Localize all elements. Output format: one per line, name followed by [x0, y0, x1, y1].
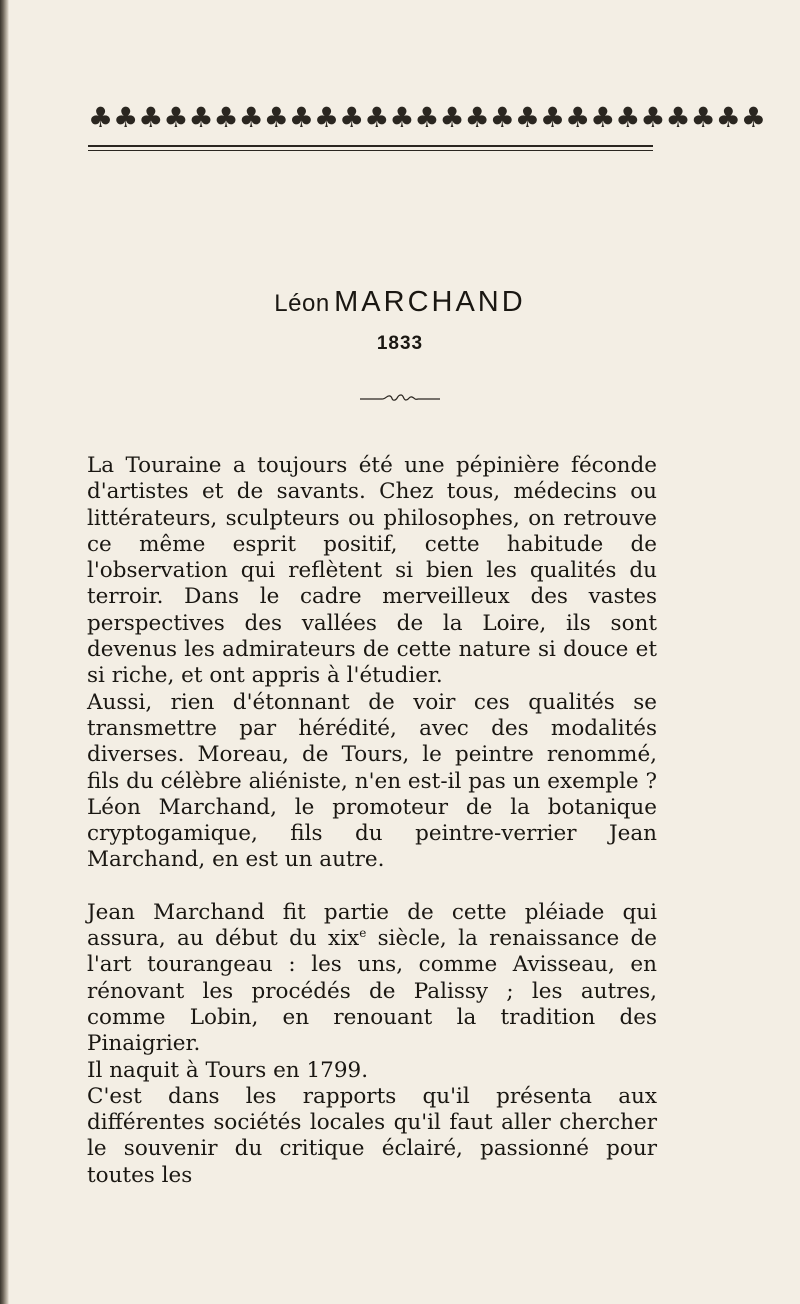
paragraph-3-end: siècle, la renaissance de l'art tourangeau : les uns, comme Avisseau, en rénovant les procédés de Palissy ; les autres, comme Lobin, en renouant la tradition des Pinaigrier.	[87, 926, 657, 1057]
clover-ornament-icon: ♣	[389, 101, 415, 134]
clover-ornament-icon: ♣	[565, 101, 591, 134]
paragraph-3-start: Jean Marchand fit partie de cette pléiade qui assura, au début du	[87, 899, 657, 952]
chapter-title	[0, 286, 800, 319]
clover-ornament-icon: ♣	[514, 101, 540, 134]
clover-ornament-icon: ♣	[339, 101, 365, 134]
clover-ornament-icon: ♣	[464, 101, 490, 134]
century-numeral: xix	[328, 926, 360, 952]
clover-ornament-icon: ♣	[590, 101, 616, 134]
body-text	[87, 453, 657, 1189]
book-spine-shadow	[0, 0, 9, 1304]
clover-ornament-icon: ♣	[740, 101, 766, 134]
clover-ornament-icon: ♣	[188, 101, 214, 134]
clover-ornament-icon: ♣	[665, 101, 691, 134]
century-superscript: e	[359, 925, 367, 940]
clover-ornament-icon: ♣	[113, 101, 139, 134]
clover-ornament-icon: ♣	[414, 101, 440, 134]
paragraph-4: Il naquit à Tours en 1799.	[87, 1057, 369, 1083]
clover-ornament-icon: ♣	[138, 101, 164, 134]
flourish-divider-icon	[360, 390, 440, 406]
clover-ornament-icon: ♣	[288, 101, 314, 134]
clover-ornament-icon: ♣	[238, 101, 264, 134]
clover-ornament-icon: ♣	[163, 101, 189, 134]
clover-ornament-icon: ♣	[88, 101, 114, 134]
paragraph-2: Aussi, rien d'étonnant de voir ces qualités se transmettre par hérédité, avec des modalités diverses. Moreau, de Tours, le peintre renommé, fils du célèbre aliéniste, n'en est-il pas un exemple ? Léon Marchand, le promoteur de la botanique cryptogamique, fils du peintre-verrier Jean Marchand, en est un autre.	[87, 689, 657, 873]
clover-ornament-icon: ♣	[313, 101, 340, 134]
title-first-name: Léon	[274, 290, 330, 317]
clover-ornament-icon: ♣	[615, 101, 641, 134]
clover-ornament-icon: ♣	[213, 101, 239, 134]
paragraph-1: La Touraine a toujours été une pépinière féconde d'artistes et de savants. Chez tous, médecins ou littérateurs, sculpteurs ou philosophes, on retrouve ce même esprit positif, cette habitude de l'observation qui reflètent si bien les qualités du terroir. Dans le cadre merveilleux des vastes perspectives des vallées de la Loire, ils sont devenus les admirateurs de cette nature si douce et si riche, et ont appris à l'étudier.	[87, 453, 657, 689]
title-year: 1833	[376, 333, 424, 354]
clover-ornament-icon: ♣	[439, 101, 465, 134]
paragraph-5: C'est dans les rapports qu'il présenta aux différentes sociétés locales qu'il faut aller chercher le souvenir du critique éclairé, passionné pour toutes les	[87, 1083, 657, 1188]
clover-ornament-icon: ♣	[489, 101, 515, 134]
clover-ornament-icon: ♣	[640, 101, 666, 134]
header-rule-thin	[88, 150, 653, 151]
clover-ornament-icon: ♣	[690, 101, 716, 134]
title-last-name: MARCHAND	[334, 286, 526, 318]
clover-ornament-icon: ♣	[364, 101, 390, 134]
clover-ornament-icon: ♣	[539, 101, 566, 134]
header-ornament-row	[88, 101, 766, 134]
header-rule-thick	[88, 145, 653, 147]
clover-ornament-icon: ♣	[715, 101, 741, 134]
clover-ornament-icon: ♣	[263, 101, 289, 134]
paragraph-3	[87, 900, 657, 1058]
